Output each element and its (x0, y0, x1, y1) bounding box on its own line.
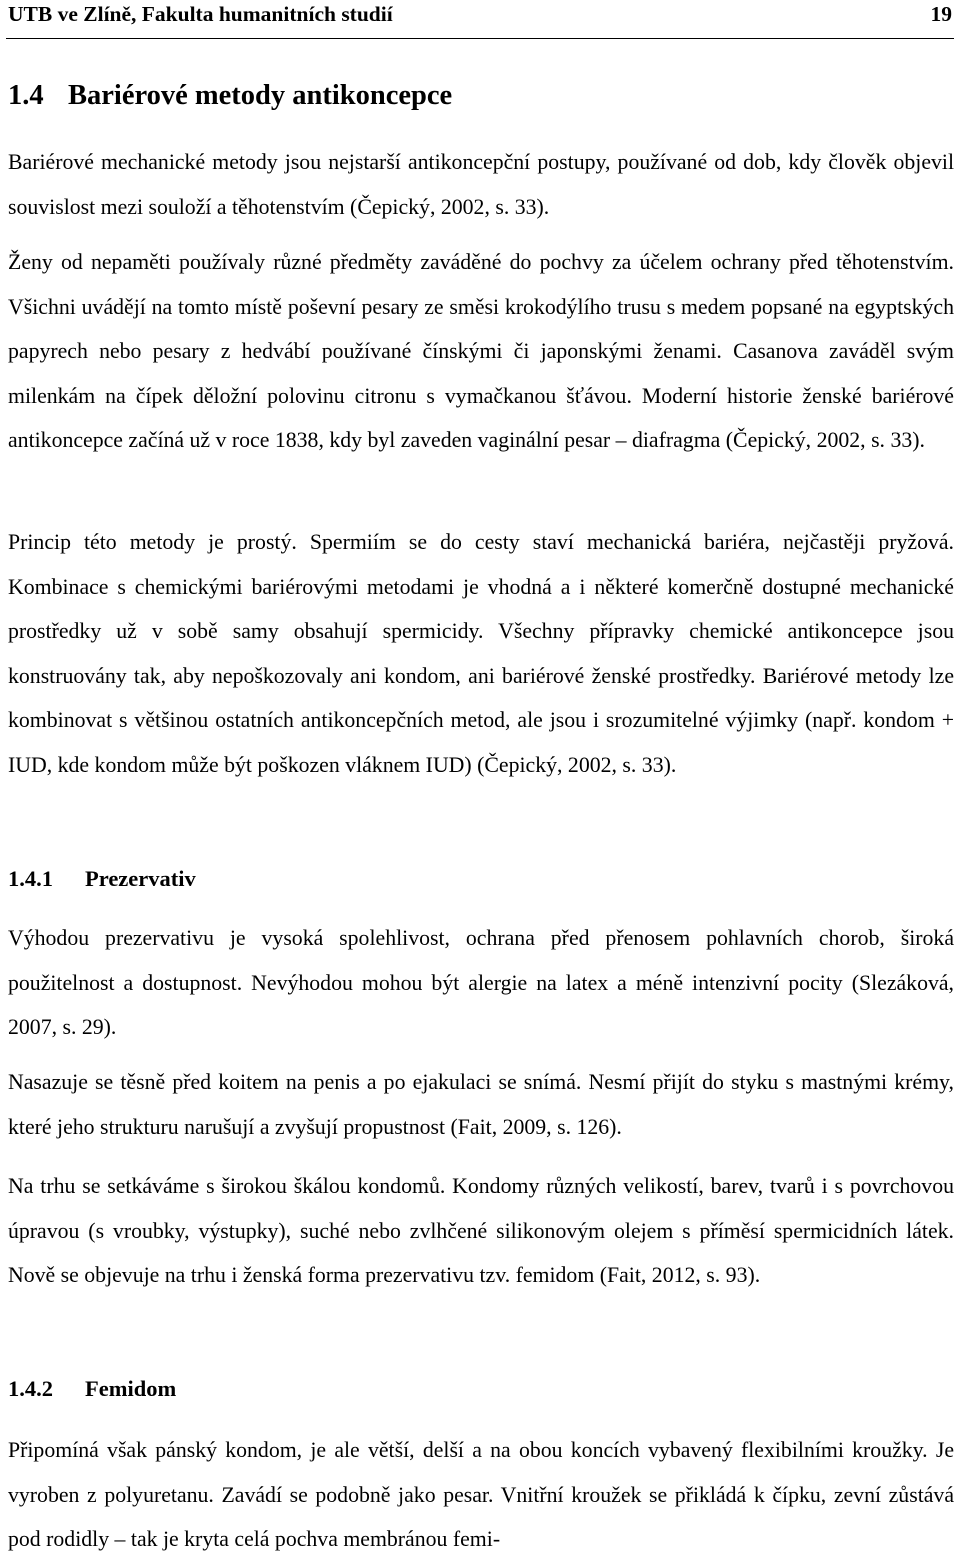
paragraph-history: Ženy od nepaměti používaly různé předměty zaváděné do pochvy za účelem ochrany před těhotenstvím. Všichni uvádějí na tomto místě poševní pesary ze směsi krokodýlího trusu s medem popsané na egyptských papyrech nebo pesary z hedvábí používané čínskými či japonskými ženami. Casanova zaváděl svým milenkám na čípek děložní polovinu citronu s vymačkanou šťávou. Moderní historie ženské bariérové antikoncepce začíná už v roce 1838, kdy byl zaveden vaginální pesar – diafragma (Čepický, 2002, s. 33). (8, 250, 954, 452)
header-title: UTB ve Zlíně, Fakulta humanitních studií (8, 2, 393, 26)
page-header (6, 0, 954, 39)
page-number: 19 (930, 2, 952, 26)
paragraph-usage: Nasazuje se těsně před koitem na penis a po ejakulaci se snímá. Nesmí přijít do styku s mastnými krémy, které jeho strukturu narušují a zvyšují propustnost (Fait, 2009, s. 126). (8, 1070, 954, 1139)
paragraph-intro: Bariérové mechanické metody jsou nejstarší antikoncepční postupy, používané od dob, kdy člověk objevil souvislost mezi souloží a těhotenstvím (Čepický, 2002, s. 33). (8, 150, 954, 219)
section-title: Bariérové metody antikoncepce (68, 80, 453, 111)
subsection-heading-femidom (8, 1376, 176, 1402)
paragraph-femidom: Připomíná však pánský kondom, je ale větší, delší a na obou koncích vybavený flexibilními kroužky. Je vyroben z polyuretanu. Zavádí se podobně jako pesar. Vnitřní kroužek se přikládá k čípku, zevní zůstává pod rodidly – tak je kryta celá pochva membránou femi- (8, 1438, 954, 1551)
paragraph-principle: Princip této metody je prostý. Spermiím se do cesty staví mechanická bariéra, nejčastěji pryžová. Kombinace s chemickými bariérovými metodami je vhodná a i některé komerčně dostupné mechanické prostředky už v sobě samy obsahují spermicidy. Všechny přípravky chemické antikoncepce jsou konstruovány tak, aby nepoškozovaly ani kondom, ani bariérové ženské prostředky. Bariérové metody lze kombinovat s většinou ostatních antikoncepčních metod, ale jsou i srozumitelné výjimky (např. kondom + IUD, kde kondom může být poškozen vláknem IUD) (Čepický, 2002, s. 33). (8, 530, 954, 777)
subsection-title: Femidom (85, 1376, 177, 1401)
subsection-heading-prezervativ (8, 866, 196, 892)
subsection-title: Prezervativ (85, 866, 196, 891)
subsection-number: 1.4.2 (8, 1376, 53, 1401)
section-heading (8, 80, 452, 112)
subsection-number: 1.4.1 (8, 866, 53, 891)
paragraph-market: Na trhu se setkáváme s širokou škálou kondomů. Kondomy různých velikostí, barev, tvarů i s povrchovou úpravou (s vroubky, výstupky), suché nebo zvlhčené silikonovým olejem s příměsí spermicidních látek. Nově se objevuje na trhu i ženská forma prezervativu tzv. femidom (Fait, 2012, s. 93). (8, 1174, 954, 1287)
section-number: 1.4 (8, 80, 44, 111)
paragraph-advantages: Výhodou prezervativu je vysoká spolehlivost, ochrana před přenosem pohlavních chorob, široká použitelnost a dostupnost. Nevýhodou mohou být alergie na latex a méně intenzivní pocity (Slezáková, 2007, s. 29). (8, 926, 954, 1039)
